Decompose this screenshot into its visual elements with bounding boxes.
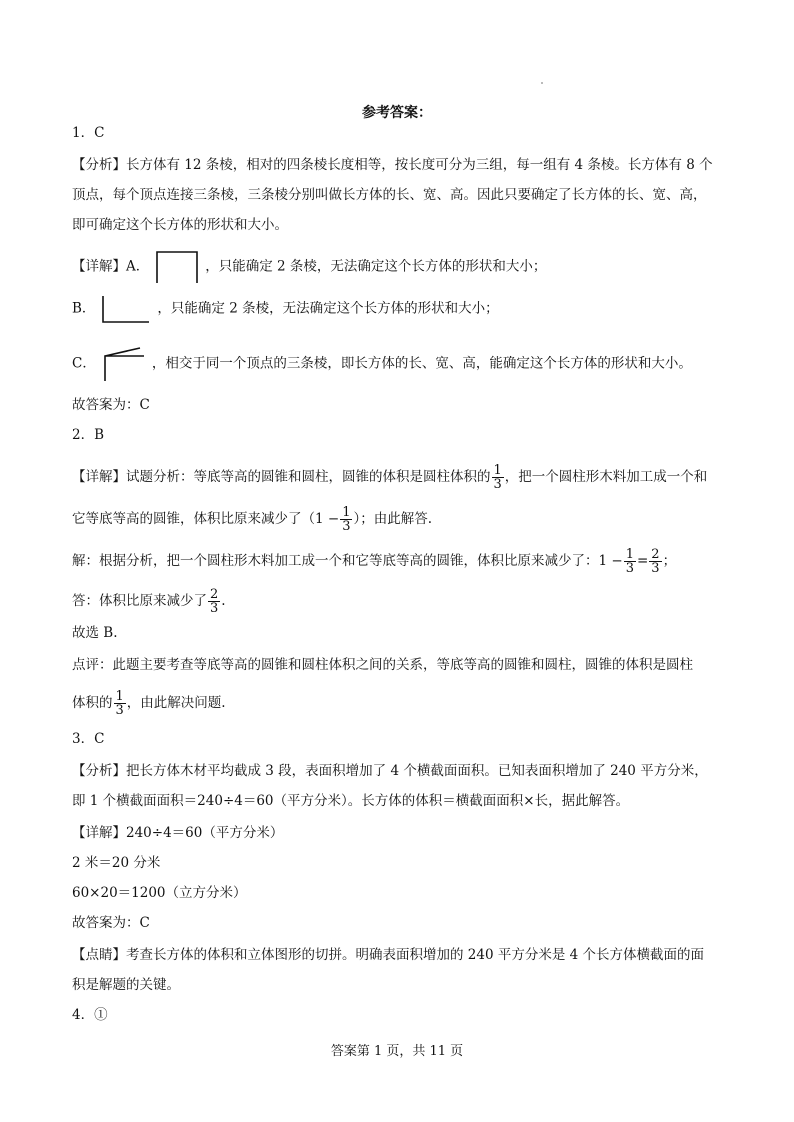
q1-detail-a-text: ，只能确定 2 条棱，无法确定这个长方体的形状和大小； bbox=[205, 258, 547, 275]
q2-answer-text: 答：体积比原来减少了 bbox=[72, 593, 207, 609]
q2-answer bbox=[72, 588, 226, 615]
q3-point-line-2: 积是解题的关键。 bbox=[72, 977, 180, 993]
q1-analysis-line-1: 【分析】长方体有 12 条棱，相对的四条棱长度相等，按长度可分为三组，每一组有 4 条棱。长方体有 8 个 bbox=[72, 157, 713, 173]
equals-sign: = bbox=[636, 553, 649, 569]
q2-comment-2b: ，由此解决问题. bbox=[126, 695, 226, 711]
q2-detail-2b: ）；由此解答. bbox=[353, 511, 433, 527]
q3-point-line-1: 【点睛】考查长方体的体积和立体图形的切拼。明确表面积增加的 240 平方分米是 4 个长方体横截面的面 bbox=[72, 947, 705, 963]
q4-number: 4．① bbox=[72, 1007, 108, 1023]
q3-detail-line-1: 【详解】240÷4＝60（平方分米） bbox=[72, 825, 284, 841]
fraction-one-third bbox=[114, 690, 126, 717]
frac-numerator: 2 bbox=[210, 587, 219, 602]
q2-number: 2．B bbox=[72, 427, 105, 443]
page-footer: 答案第 1 页，共 11 页 bbox=[330, 1044, 464, 1059]
q1-detail-b bbox=[72, 294, 499, 324]
q1-number: 1．C bbox=[72, 125, 105, 141]
q3-conclusion: 故答案为：C bbox=[72, 915, 150, 931]
q2-detail-line-1 bbox=[72, 464, 707, 491]
fraction-two-thirds bbox=[649, 548, 661, 575]
q2-detail-line-2 bbox=[72, 506, 432, 533]
fraction-one-third bbox=[624, 548, 636, 575]
q2-solve-end: ； bbox=[662, 553, 677, 569]
q2-choice: 故选 B. bbox=[72, 625, 118, 641]
page-title: 参考答案： bbox=[362, 105, 432, 121]
q1-analysis-line-3: 即可确定这个长方体的形状和大小。 bbox=[72, 217, 288, 233]
frac-numerator: 2 bbox=[651, 547, 660, 562]
q3-detail-line-3: 60×20＝1200（立方分米） bbox=[72, 885, 247, 901]
fraction-two-thirds bbox=[208, 588, 220, 615]
q1-detail-a-prefix: 【详解】A． bbox=[72, 258, 150, 275]
q2-answer-period: . bbox=[221, 593, 226, 609]
frac-numerator: 1 bbox=[625, 547, 634, 562]
q1-detail-a bbox=[72, 250, 546, 284]
q1-conclusion: 故答案为：C bbox=[72, 397, 150, 413]
q2-comment-2a: 体积的 bbox=[72, 695, 113, 711]
frac-numerator: 1 bbox=[493, 463, 502, 478]
q3-number: 3．C bbox=[72, 731, 105, 747]
frac-numerator: 1 bbox=[342, 505, 351, 520]
fraction-one-third bbox=[492, 464, 504, 491]
q2-solution bbox=[72, 548, 676, 575]
frac-denominator: 3 bbox=[493, 477, 502, 492]
q1-detail-c-text: ，相交于同一个顶点的三条棱，即长方体的长、宽、高，能确定这个长方体的形状和大小。 bbox=[151, 355, 692, 372]
q2-solve-text: 解：根据分析，把一个圆柱形木料加工成一个和它等底等高的圆锥，体积比原来减少了：1 − bbox=[72, 553, 623, 569]
q1-analysis-line-2: 顶点，每个顶点连接三条棱，三条棱分别叫做长方体的长、宽、高。因此只要确定了长方体的长、宽、高， bbox=[72, 187, 707, 203]
q2-comment-line-1: 点评：此题主要考查等底等高的圆锥和圆柱体积之间的关系，等底等高的圆锥和圆柱，圆锥的体积是圆柱 bbox=[72, 657, 693, 673]
q1-detail-b-prefix: B． bbox=[72, 300, 96, 317]
frac-denominator: 3 bbox=[651, 561, 660, 576]
frac-denominator: 3 bbox=[625, 561, 634, 576]
three-edge-figure-c-icon bbox=[102, 346, 146, 382]
scan-speck bbox=[541, 82, 543, 84]
frac-numerator: 1 bbox=[115, 689, 124, 704]
q1-detail-b-text: ，只能确定 2 条棱，无法确定这个长方体的形状和大小； bbox=[157, 300, 499, 317]
q1-detail-c bbox=[72, 346, 692, 382]
q1-detail-c-prefix: C． bbox=[72, 355, 96, 372]
fraction-one-third bbox=[340, 506, 352, 533]
q2-detail-1b: ，把一个圆柱形木料加工成一个和 bbox=[504, 469, 708, 485]
q3-detail-line-2: 2 米＝20 分米 bbox=[72, 855, 161, 871]
q3-analysis-line-1: 【分析】把长方体木材平均截成 3 段，表面积增加了 4 个横截面面积。已知表面积增加了 240 平方分米， bbox=[72, 763, 708, 779]
q3-analysis-line-2: 即 1 个横截面面积＝240÷4＝60（平方分米）。长方体的体积＝横截面面积×长，据此解答。 bbox=[72, 793, 630, 809]
two-edge-figure-a-icon bbox=[155, 250, 199, 284]
q2-detail-2a: 它等底等高的圆锥，体积比原来减少了（1 − bbox=[72, 511, 340, 527]
q2-comment-line-2 bbox=[72, 690, 226, 717]
frac-denominator: 3 bbox=[342, 519, 351, 534]
frac-denominator: 3 bbox=[115, 703, 124, 718]
q2-detail-1a: 【详解】试题分析：等底等高的圆锥和圆柱，圆锥的体积是圆柱体积的 bbox=[72, 469, 491, 485]
two-edge-figure-b-icon bbox=[101, 294, 151, 324]
frac-denominator: 3 bbox=[210, 601, 219, 616]
